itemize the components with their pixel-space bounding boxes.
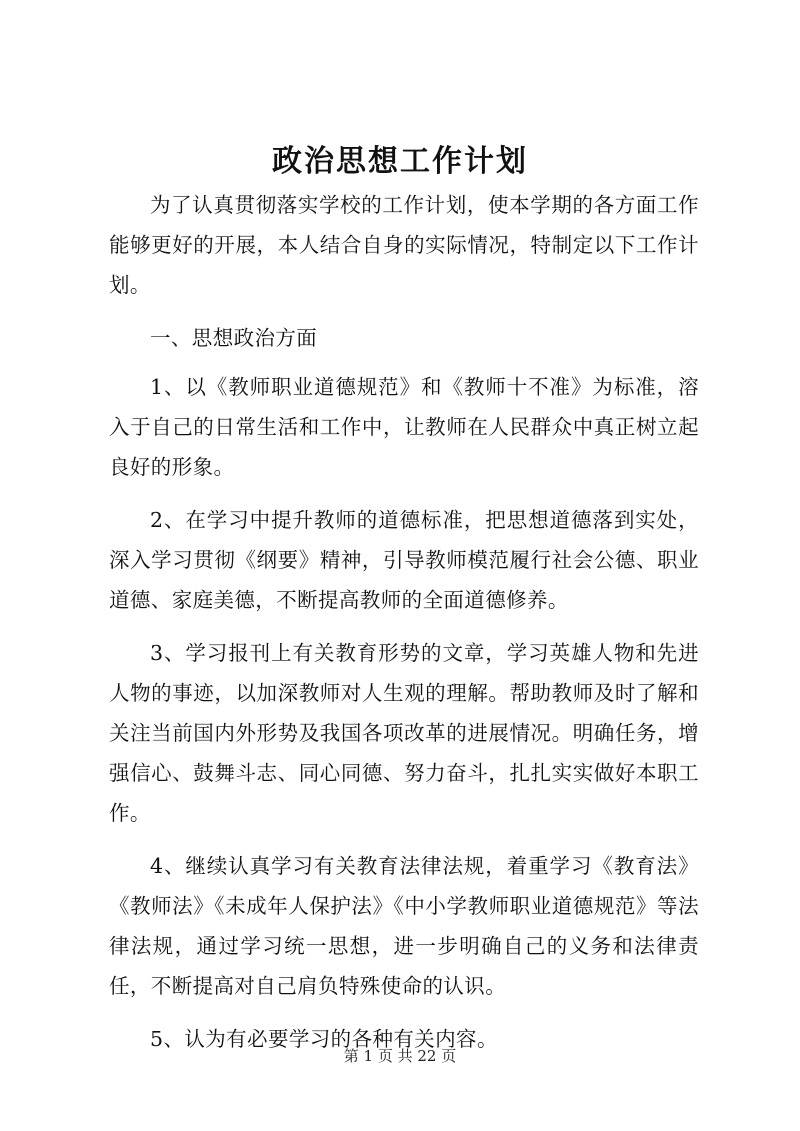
document-body <box>109 185 699 1072</box>
list-item-2: 2、在学习中提升教师的道德标准，把思想道德落到实处，深入学习贯彻《纲要》精神，引导教师模范履行社会公德、职业道德、家庭美德，不断提高教师的全面道德修养。 <box>109 508 699 612</box>
intro-paragraph: 为了认真贯彻落实学校的工作计划，使本学期的各方面工作能够更好的开展，本人结合自身的实际情况，特制定以下工作计划。 <box>109 193 699 297</box>
document-title: 政治思想工作计划 <box>272 144 528 179</box>
page-number-footer: 第 1 页 共 22 页 <box>343 1047 457 1065</box>
list-item-1: 1、以《教师职业道德规范》和《教师十不准》为标准，溶入于自己的日常生活和工作中，让教师在人民群众中真正树立起良好的形象。 <box>109 375 699 479</box>
list-item-4: 4、继续认真学习有关教育法律法规，着重学习《教育法》《教师法》《未成年人保护法》《中小学教师职业道德规范》等法律法规，通过学习统一思想，进一步明确自己的义务和法律责任，不断提高对自己肩负特殊使命的认识。 <box>109 854 699 998</box>
section-heading-political-thought: 一、思想政治方面 <box>150 326 318 350</box>
list-item-3: 3、学习报刊上有关教育形势的文章，学习英雄人物和先进人物的事迹，以加深教师对人生观的理解。帮助教师及时了解和关注当前国内外形势及我国各项改革的进展情况。明确任务，增强信心、鼓舞斗志、同心同德、努力奋斗，扎扎实实做好本职工作。 <box>109 641 699 825</box>
list-item-5: 5、认为有必要学习的各种有关内容。 <box>150 1027 498 1051</box>
